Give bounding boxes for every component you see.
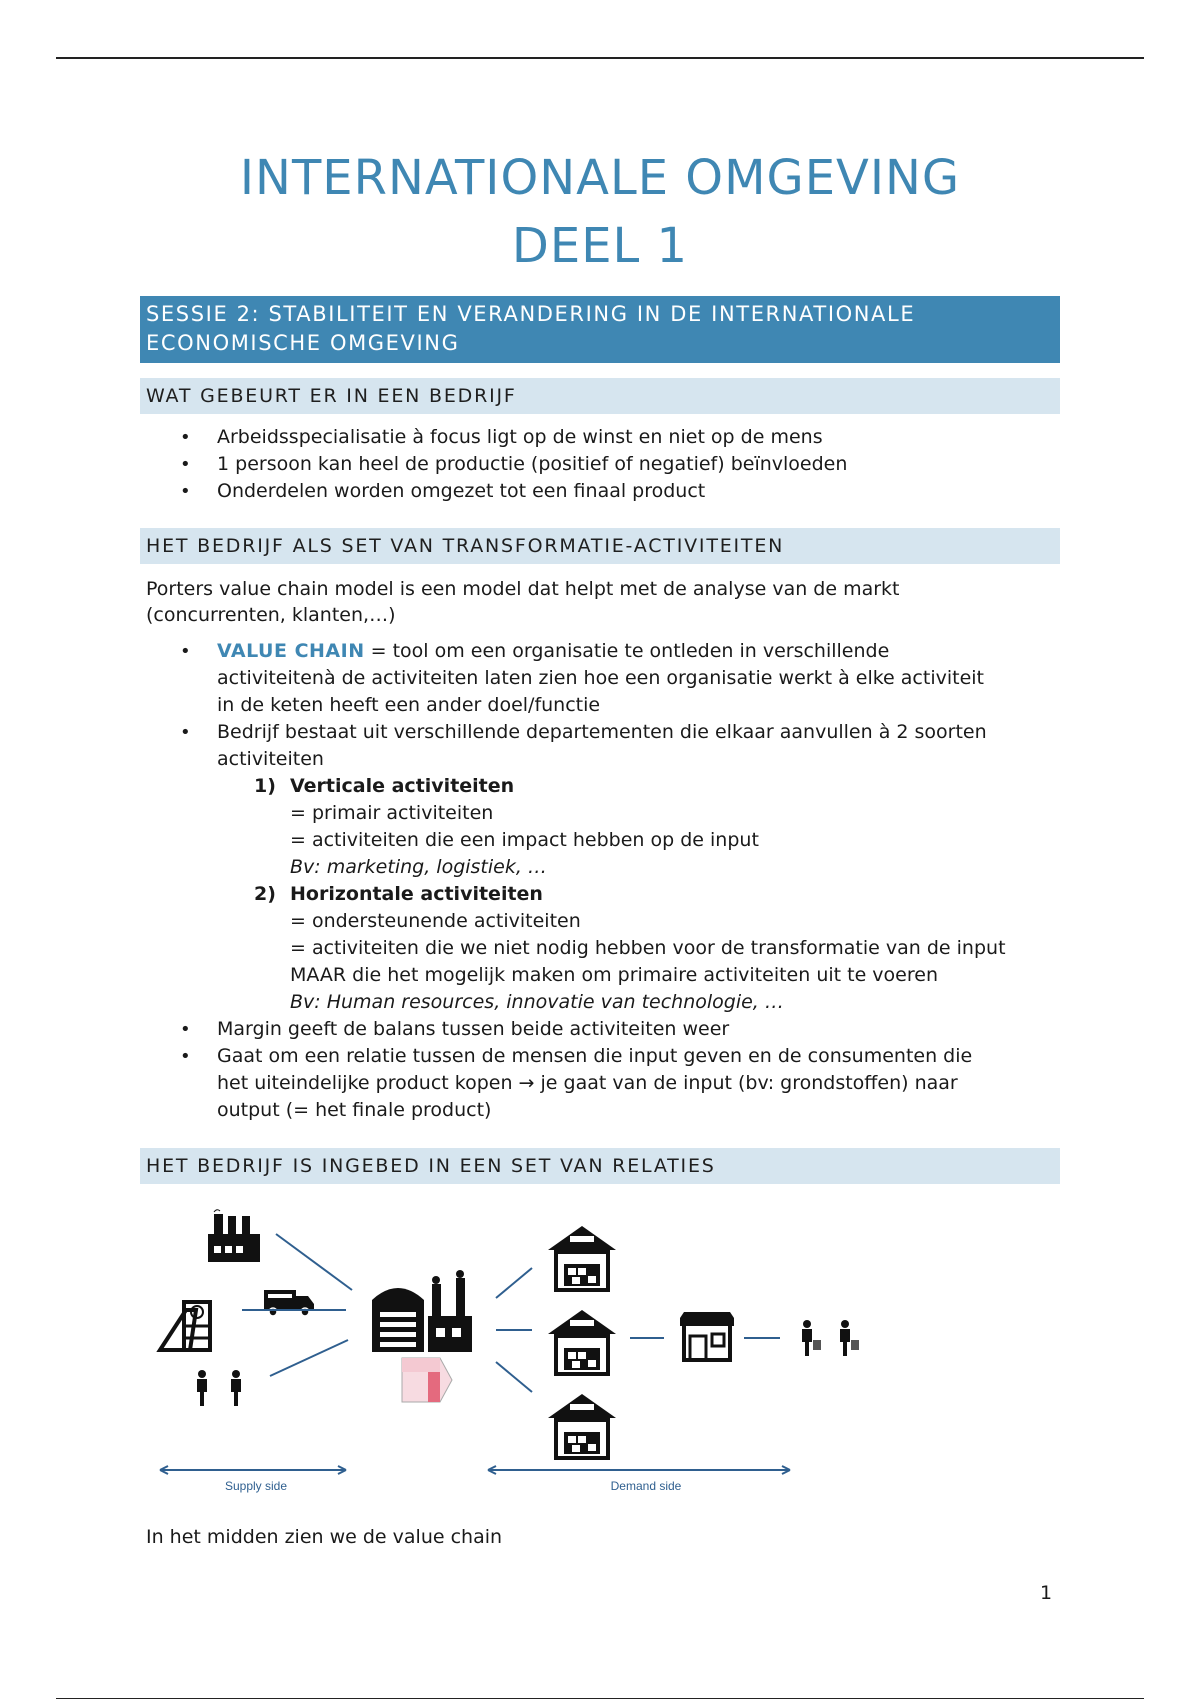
session-heading — [140, 296, 1060, 363]
sub-line: = ondersteunende activiteiten — [290, 910, 581, 932]
supply-side-label: Supply side — [224, 1479, 288, 1493]
sub-number: 2) — [254, 883, 276, 905]
list-item-value-chain — [140, 638, 1060, 719]
list-item: • 1 persoon kan heel de productie (positief of negatief) beïnvloeden — [140, 451, 1060, 478]
sub-number: 1) — [254, 775, 276, 797]
warehouse-icon — [548, 1310, 616, 1376]
bullet4-line-3: output (= het finale product) — [217, 1099, 492, 1121]
truck-icon — [264, 1290, 314, 1316]
section-heading-wat-gebeurt: WAT GEBEURT ER IN EEN BEDRIJF — [140, 378, 1060, 414]
intro-line-1: Porters value chain model is een model dat helpt met de analyse van de markt — [146, 578, 900, 600]
mine-icon — [160, 1302, 210, 1350]
diagram-caption: In het midden zien we de value chain — [146, 1526, 503, 1548]
list-item: • Arbeidsspecialisatie à focus ligt op de winst en niet op de mens — [140, 424, 1060, 451]
intro-paragraph — [146, 576, 1046, 628]
sub-line: MAAR die het mogelijk maken om primaire activiteiten uit te voeren — [290, 964, 938, 986]
intro-line-2: (concurrenten, klanten,…) — [146, 604, 396, 626]
title-line-1: INTERNATIONALE OMGEVING — [239, 150, 961, 206]
list-item-relatie — [140, 1043, 1060, 1124]
page-number: 1 — [1040, 1582, 1053, 1604]
sub-example: Bv: Human resources, innovatie van technologie, … — [290, 991, 784, 1013]
workers-icon — [197, 1370, 241, 1406]
bottom-rule — [56, 1698, 1144, 1699]
bullet2-line-1: Bedrijf bestaat uit verschillende departementen die elkaar aanvullen à 2 soorten — [217, 721, 987, 743]
sub-list-horizontale — [254, 881, 1060, 1016]
warehouse-icon — [548, 1226, 616, 1292]
sub-line: = primair activiteiten — [290, 802, 494, 824]
list-item: • Onderdelen worden omgezet tot een finaal product — [140, 478, 1060, 505]
list-item-margin: • Margin geeft de balans tussen beide activiteiten weer — [140, 1016, 1060, 1043]
company-icon — [372, 1270, 472, 1352]
section-heading-relaties: HET BEDRIJF IS INGEBED IN EEN SET VAN RELATIES — [140, 1148, 1060, 1184]
warehouse-icon — [548, 1394, 616, 1460]
sub-line: = activiteiten die een impact hebben op de input — [290, 829, 759, 851]
value-chain-diagram — [140, 1192, 880, 1502]
section1-bullet-list — [140, 424, 1060, 505]
sub-line: = activiteiten die we niet nodig hebben voor de transformatie van de input — [290, 937, 1006, 959]
section2-bullet-list-a — [140, 638, 1060, 773]
consumers-icon — [802, 1320, 859, 1356]
value-chain-def-line-2: activiteitenà de activiteiten laten zien hoe een organisatie werkt à elke activiteit — [217, 667, 984, 689]
session-heading-line-2: ECONOMISCHE OMGEVING — [146, 331, 460, 355]
value-chain-def-line-1: = tool om een organisatie te ontleden in verschillende — [364, 640, 890, 662]
value-chain-arrow-icon — [402, 1358, 452, 1402]
sub-heading: Horizontale activiteiten — [290, 883, 543, 905]
supply-side-line — [160, 1466, 346, 1474]
value-chain-term: VALUE CHAIN — [217, 640, 365, 662]
section2-bullet-list-b — [140, 1016, 1060, 1124]
factory-icon — [208, 1210, 260, 1262]
demand-arrows-fanout — [496, 1268, 532, 1392]
demand-side-label: Demand side — [610, 1479, 682, 1493]
top-rule — [56, 57, 1144, 59]
document-title — [140, 144, 1060, 280]
value-chain-def-line-3: in de keten heeft een ander doel/functie — [217, 694, 601, 716]
sub-example: Bv: marketing, logistiek, … — [290, 856, 547, 878]
bullet4-line-2: het uiteindelijke product kopen → je gaat van de input (bv: grondstoffen) naar — [217, 1072, 958, 1094]
list-item-departementen — [140, 719, 1060, 773]
title-line-2: DEEL 1 — [511, 218, 689, 274]
bullet4-line-1: Gaat om een relatie tussen de mensen die input geven en de consumenten die — [217, 1045, 973, 1067]
section-heading-transformatie: HET BEDRIJF ALS SET VAN TRANSFORMATIE-ACTIVITEITEN — [140, 528, 1060, 564]
demand-side-line — [488, 1466, 790, 1474]
store-icon — [680, 1312, 734, 1360]
bullet2-line-2: activiteiten — [217, 748, 324, 770]
sub-heading: Verticale activiteiten — [290, 775, 515, 797]
session-heading-line-1: SESSIE 2: STABILITEIT EN VERANDERING IN DE INTERNATIONALE — [146, 302, 916, 326]
sub-list-verticale — [254, 773, 1060, 881]
